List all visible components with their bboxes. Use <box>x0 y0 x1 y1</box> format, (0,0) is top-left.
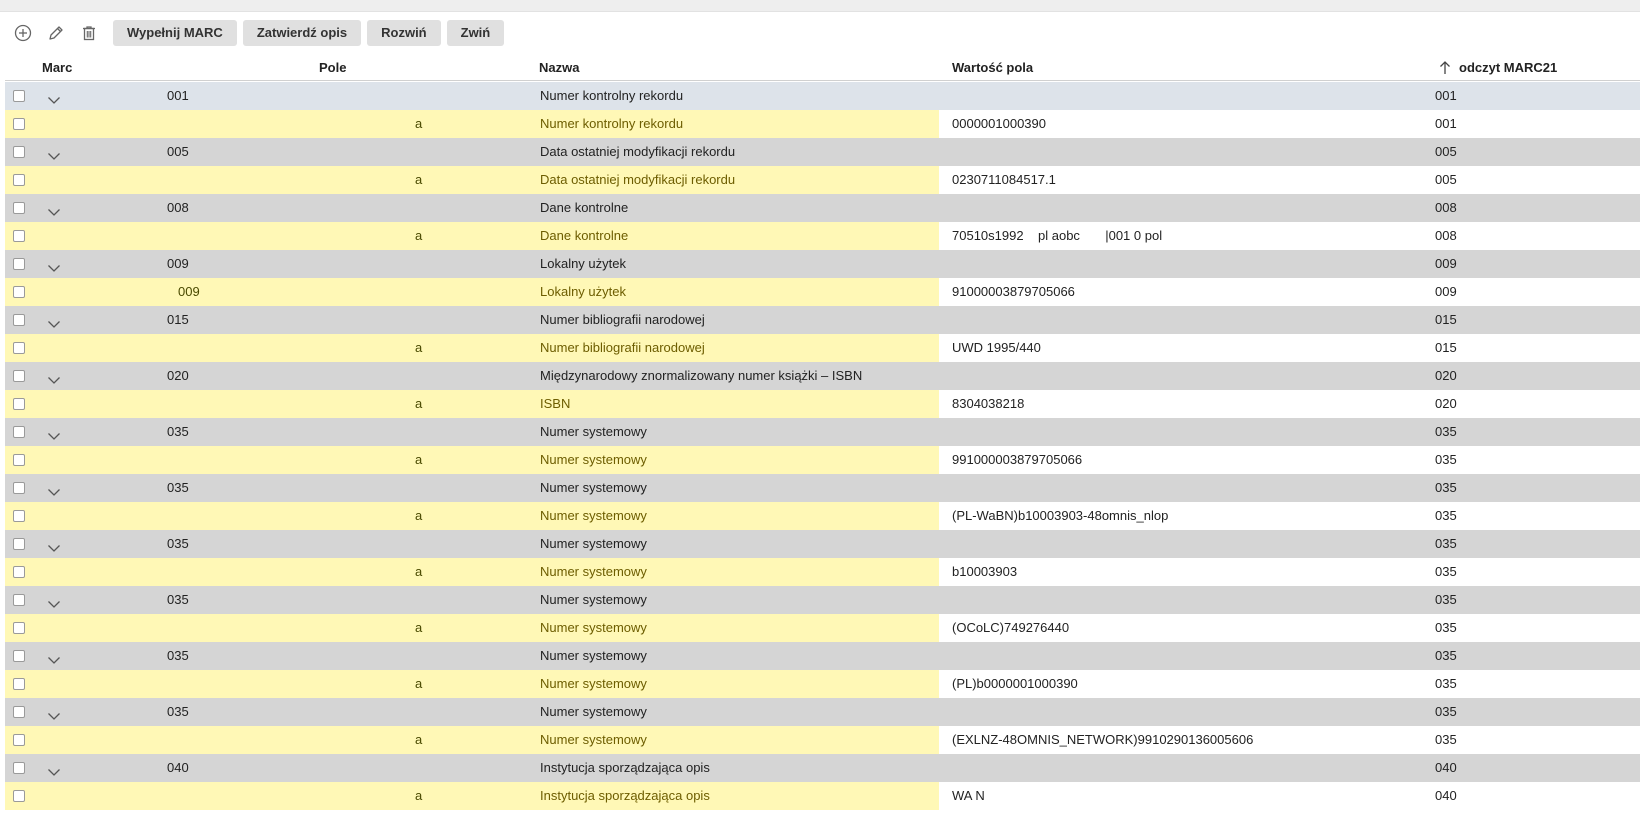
field-row[interactable] <box>5 418 1640 446</box>
row-checkbox[interactable] <box>13 538 25 550</box>
field-name: Dane kontrolne <box>540 228 629 243</box>
subfield-highlight <box>5 222 939 250</box>
marc21-reading: 035 <box>1435 620 1457 635</box>
subfield-row[interactable] <box>5 334 1640 362</box>
subfield-code: a <box>415 564 423 579</box>
marc21-reading: 035 <box>1435 564 1457 579</box>
column-header-wartosc[interactable]: Wartość pola <box>952 60 1034 75</box>
field-tag: 015 <box>167 312 189 327</box>
field-value[interactable]: 991000003879705066 <box>952 452 1083 467</box>
expand-button[interactable]: Rozwiń <box>367 20 441 46</box>
subfield-row[interactable] <box>5 502 1640 530</box>
row-checkbox[interactable] <box>13 202 25 214</box>
field-name: Numer systemowy <box>540 508 647 523</box>
field-name: ISBN <box>540 396 571 411</box>
subfield-row[interactable] <box>5 446 1640 474</box>
row-checkbox[interactable] <box>13 706 25 718</box>
field-name: Numer kontrolny rekordu <box>540 116 684 131</box>
field-name: Lokalny użytek <box>540 284 626 299</box>
chevron-down-icon[interactable] <box>47 313 61 327</box>
field-tag: 020 <box>167 368 189 383</box>
field-tag: 008 <box>167 200 189 215</box>
subfield-highlight <box>5 558 939 586</box>
marc21-reading: 005 <box>1435 144 1457 159</box>
field-tag: 035 <box>167 424 189 439</box>
chevron-down-icon[interactable] <box>47 201 61 215</box>
subfield-code: a <box>415 508 423 523</box>
chevron-down-icon[interactable] <box>47 257 61 271</box>
field-name: Instytucja sporządzająca opis <box>540 788 710 803</box>
row-checkbox[interactable] <box>13 426 25 438</box>
marc21-reading: 008 <box>1435 228 1457 243</box>
subfield-highlight <box>5 390 939 418</box>
marc21-reading: 035 <box>1435 676 1457 691</box>
field-name: Numer systemowy <box>540 452 647 467</box>
chevron-down-icon[interactable] <box>47 425 61 439</box>
field-name: Lokalny użytek <box>540 256 626 271</box>
row-checkbox[interactable] <box>13 258 25 270</box>
column-header-pole[interactable]: Pole <box>319 60 347 75</box>
field-row[interactable] <box>5 306 1640 334</box>
add-circle-icon[interactable] <box>10 20 36 46</box>
field-row[interactable] <box>5 194 1640 222</box>
field-row[interactable] <box>5 138 1640 166</box>
field-name: Numer systemowy <box>540 592 647 607</box>
field-name: Numer bibliografii narodowej <box>540 312 705 327</box>
row-checkbox[interactable] <box>13 650 25 662</box>
column-header-odczyt[interactable]: odczyt MARC21 <box>1459 60 1558 75</box>
subfield-row[interactable] <box>5 110 1640 138</box>
row-checkbox[interactable] <box>13 90 25 102</box>
marc21-reading: 001 <box>1435 88 1457 103</box>
subfield-highlight <box>5 782 939 810</box>
subfield-row[interactable] <box>5 390 1640 418</box>
field-value[interactable]: (PL-WaBN)b10003903-48omnis_nlop <box>952 508 1169 523</box>
subfield-row[interactable] <box>5 558 1640 586</box>
field-value[interactable]: WA N <box>952 788 985 803</box>
marc21-reading: 020 <box>1435 368 1457 383</box>
field-name: Numer systemowy <box>540 536 647 551</box>
field-value[interactable]: (OCoLC)749276440 <box>952 620 1070 635</box>
field-name: Numer systemowy <box>540 424 647 439</box>
table-header <box>5 56 1640 81</box>
field-row[interactable] <box>5 250 1640 278</box>
subfield-highlight <box>5 110 939 138</box>
pencil-icon[interactable] <box>43 20 69 46</box>
field-tag: 040 <box>167 760 189 775</box>
marc21-reading: 020 <box>1435 396 1457 411</box>
field-tag: 035 <box>167 480 189 495</box>
chevron-down-icon[interactable] <box>47 593 61 607</box>
subfield-row[interactable] <box>5 166 1640 194</box>
field-name: Numer systemowy <box>540 564 647 579</box>
row-checkbox[interactable] <box>13 174 25 186</box>
subfield-code: a <box>415 788 423 803</box>
row-checkbox[interactable] <box>13 762 25 774</box>
field-name: Data ostatniej modyfikacji rekordu <box>540 172 736 187</box>
field-row[interactable] <box>5 362 1640 390</box>
column-header-marc[interactable]: Marc <box>42 60 73 75</box>
marc21-reading: 035 <box>1435 732 1457 747</box>
row-checkbox[interactable] <box>13 146 25 158</box>
subfield-code: a <box>415 340 423 355</box>
marc21-reading: 040 <box>1435 788 1457 803</box>
arrow-up-icon[interactable] <box>1438 56 1458 80</box>
marc21-reading: 035 <box>1435 592 1457 607</box>
chevron-down-icon[interactable] <box>47 705 61 719</box>
field-name: Numer systemowy <box>540 480 647 495</box>
marc21-reading: 035 <box>1435 536 1457 551</box>
subfield-highlight <box>5 614 939 642</box>
chevron-down-icon[interactable] <box>47 649 61 663</box>
field-name: Numer systemowy <box>540 676 647 691</box>
trash-icon[interactable] <box>76 20 102 46</box>
field-name: Dane kontrolne <box>540 200 629 215</box>
row-checkbox[interactable] <box>13 398 25 410</box>
row-checkbox[interactable] <box>13 454 25 466</box>
field-tag: 035 <box>167 648 189 663</box>
field-name: Międzynarodowy znormalizowany numer książki – ISBN <box>540 368 863 383</box>
approve-description-button[interactable]: Zatwierdź opis <box>243 20 361 46</box>
subfield-code: a <box>415 732 423 747</box>
field-row[interactable] <box>5 754 1640 782</box>
marc21-reading: 035 <box>1435 452 1457 467</box>
field-row[interactable] <box>5 82 1640 110</box>
subfield-row[interactable] <box>5 614 1640 642</box>
subfield-row[interactable] <box>5 222 1640 250</box>
marc21-reading: 035 <box>1435 648 1457 663</box>
chevron-down-icon[interactable] <box>47 761 61 775</box>
field-name: Numer systemowy <box>540 732 647 747</box>
row-checkbox[interactable] <box>13 510 25 522</box>
marc21-reading: 005 <box>1435 172 1457 187</box>
field-name: Numer bibliografii narodowej <box>540 340 705 355</box>
subfield-highlight <box>5 726 939 754</box>
marc21-reading: 015 <box>1435 340 1457 355</box>
subfield-code: a <box>415 172 423 187</box>
subfield-code: a <box>415 116 423 131</box>
marc21-reading: 035 <box>1435 704 1457 719</box>
fill-marc-button[interactable]: Wypełnij MARC <box>113 20 237 46</box>
row-checkbox[interactable] <box>13 734 25 746</box>
subfield-highlight <box>5 502 939 530</box>
chevron-down-icon[interactable] <box>47 481 61 495</box>
chevron-down-icon[interactable] <box>47 145 61 159</box>
field-value[interactable]: b10003903 <box>952 564 1018 579</box>
row-checkbox[interactable] <box>13 566 25 578</box>
field-row[interactable] <box>5 530 1640 558</box>
subfield-highlight <box>5 166 939 194</box>
marc-table-body <box>5 82 1640 810</box>
field-name: Numer systemowy <box>540 620 647 635</box>
marc21-reading: 040 <box>1435 760 1457 775</box>
marc21-reading: 001 <box>1435 116 1457 131</box>
field-name: Numer systemowy <box>540 648 647 663</box>
marc21-reading: 015 <box>1435 312 1457 327</box>
subfield-code: a <box>415 228 423 243</box>
subfield-row[interactable] <box>5 670 1640 698</box>
field-value[interactable]: 70510s1992 pl aobc |001 0 pol <box>952 228 1163 243</box>
chevron-down-icon[interactable] <box>47 369 61 383</box>
field-value[interactable]: 91000003879705066 <box>952 284 1075 299</box>
field-value[interactable]: 0000001000390 <box>952 116 1046 131</box>
field-tag: 001 <box>167 88 189 103</box>
field-value[interactable]: (EXLNZ-48OMNIS_NETWORK)9910290136005606 <box>952 732 1254 747</box>
subfield-highlight <box>5 670 939 698</box>
field-value[interactable]: 0230711084517.1 <box>952 172 1056 187</box>
subfield-code: a <box>415 676 423 691</box>
field-name: Data ostatniej modyfikacji rekordu <box>540 144 736 159</box>
subfield-highlight <box>5 278 939 306</box>
marc21-reading: 009 <box>1435 284 1457 299</box>
row-checkbox[interactable] <box>13 790 25 802</box>
row-checkbox[interactable] <box>13 342 25 354</box>
field-row[interactable] <box>5 586 1640 614</box>
top-bar <box>0 0 1640 12</box>
marc21-reading: 008 <box>1435 200 1457 215</box>
field-name: Numer systemowy <box>540 704 647 719</box>
row-checkbox[interactable] <box>13 230 25 242</box>
field-tag: 035 <box>167 536 189 551</box>
field-row[interactable] <box>5 642 1640 670</box>
toolbar <box>10 20 510 46</box>
subfield-code: a <box>415 452 423 467</box>
row-checkbox[interactable] <box>13 314 25 326</box>
subfield-highlight <box>5 334 939 362</box>
marc21-reading: 035 <box>1435 480 1457 495</box>
subfield-code: a <box>415 396 423 411</box>
chevron-down-icon[interactable] <box>47 89 61 103</box>
field-tag: 009 <box>167 256 189 271</box>
collapse-button[interactable]: Zwiń <box>447 20 505 46</box>
chevron-down-icon[interactable] <box>47 537 61 551</box>
row-checkbox[interactable] <box>13 286 25 298</box>
column-header-nazwa[interactable]: Nazwa <box>539 60 580 75</box>
subfield-row[interactable] <box>5 782 1640 810</box>
field-name: Instytucja sporządzająca opis <box>540 760 710 775</box>
field-tag: 035 <box>167 704 189 719</box>
marc21-reading: 035 <box>1435 424 1457 439</box>
field-name: Numer kontrolny rekordu <box>540 88 684 103</box>
subfield-row[interactable] <box>5 726 1640 754</box>
row-checkbox[interactable] <box>13 678 25 690</box>
row-checkbox[interactable] <box>13 118 25 130</box>
field-value[interactable]: (PL)b0000001000390 <box>952 676 1078 691</box>
field-value[interactable]: UWD 1995/440 <box>952 340 1041 355</box>
subfield-highlight <box>5 446 939 474</box>
field-value[interactable]: 8304038218 <box>952 396 1025 411</box>
marc21-reading: 035 <box>1435 508 1457 523</box>
marc21-reading: 009 <box>1435 256 1457 271</box>
field-row[interactable] <box>5 698 1640 726</box>
subfield-row[interactable] <box>5 278 1640 306</box>
subfield-code: 009 <box>178 284 200 299</box>
field-tag: 005 <box>167 144 189 159</box>
field-row[interactable] <box>5 474 1640 502</box>
subfield-code: a <box>415 620 423 635</box>
field-tag: 035 <box>167 592 189 607</box>
row-checkbox[interactable] <box>13 370 25 382</box>
row-checkbox[interactable] <box>13 482 25 494</box>
row-checkbox[interactable] <box>13 594 25 606</box>
row-checkbox[interactable] <box>13 622 25 634</box>
